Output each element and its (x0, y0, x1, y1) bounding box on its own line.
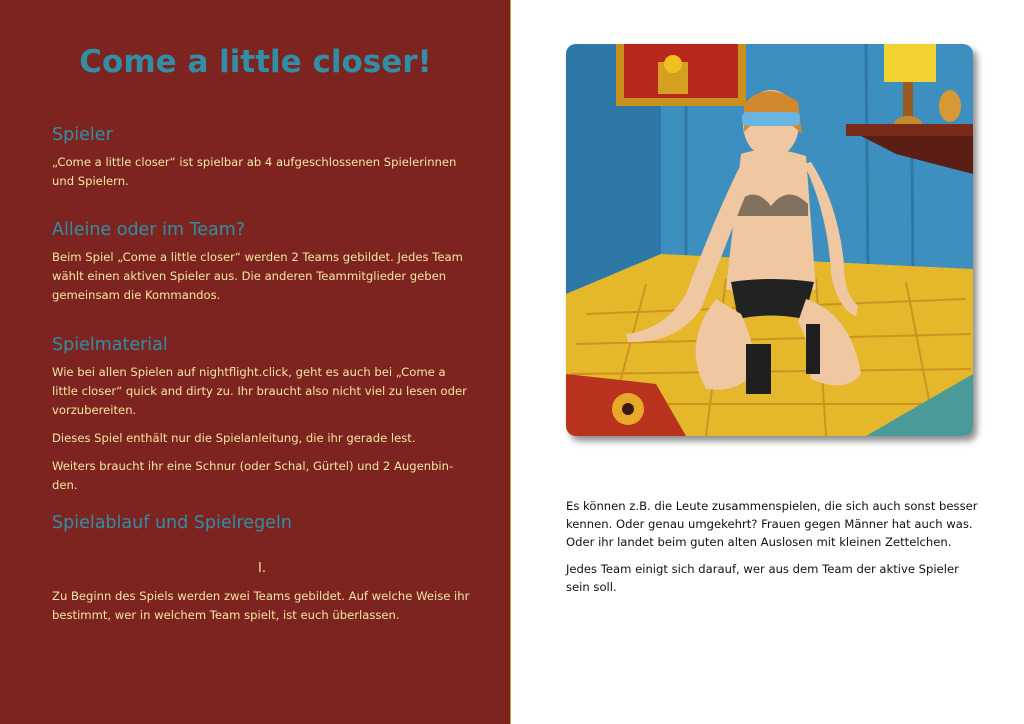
section-spielmaterial (52, 335, 472, 504)
section-heading: Spieler (52, 125, 113, 145)
blindfolded-woman-painting-icon (566, 44, 973, 436)
page-title: Come a little closer! (79, 44, 432, 80)
paragraph: Dieses Spiel enthält nur die Spielanleitung, die ihr gerade lest. (52, 431, 416, 445)
section-heading: Spielmaterial (52, 335, 168, 355)
paragraph: Beim Spiel „Come a little closer“ werden 2 Teams gebildet. Jedes Team wählt einen aktiven Spieler aus. Die anderen Teammitglieder geben gemeinsam die Kommandos. (52, 250, 463, 302)
left-page (0, 0, 511, 724)
section-heading: Spielablauf und Spielregeln (52, 513, 292, 533)
section-team (52, 220, 472, 314)
paragraph: Wie bei allen Spielen auf nightflight.click, geht es auch bei „Come a little closer“ quick and dirty zu. Ihr braucht also nicht viel zu lesen oder vorzubereiten. (52, 365, 467, 417)
section-spieler (52, 125, 472, 200)
rule-numeral: I. (258, 561, 266, 576)
right-page (512, 0, 1024, 724)
paragraph: „Come a little closer“ ist spielbar ab 4 aufgeschlossenen Spielerinnen und Spielern. (52, 155, 457, 188)
section-heading: Alleine oder im Team? (52, 220, 246, 240)
paragraph: Jedes Team einigt sich darauf, wer aus dem Team der aktive Spieler sein soll. (566, 562, 959, 594)
paragraph: Es können z.B. die Leute zusammenspielen, die sich auch sonst besser kennen. Oder genau umgekehrt? Frauen gegen Männer hat auch was. Oder ihr landet beim guten alten Auslosen mit kleinen Zettelchen. (566, 499, 978, 549)
section-spielablauf (52, 513, 472, 634)
paragraph: Weiters braucht ihr eine Schnur (oder Schal, Gürtel) und 2 Augenbin-den. (52, 459, 454, 492)
right-page-text (566, 497, 986, 605)
paragraph: Zu Beginn des Spiels werden zwei Teams gebildet. Auf welche Weise ihr bestimmt, wer in welchem Team spielt, ist euch überlassen. (52, 589, 470, 622)
